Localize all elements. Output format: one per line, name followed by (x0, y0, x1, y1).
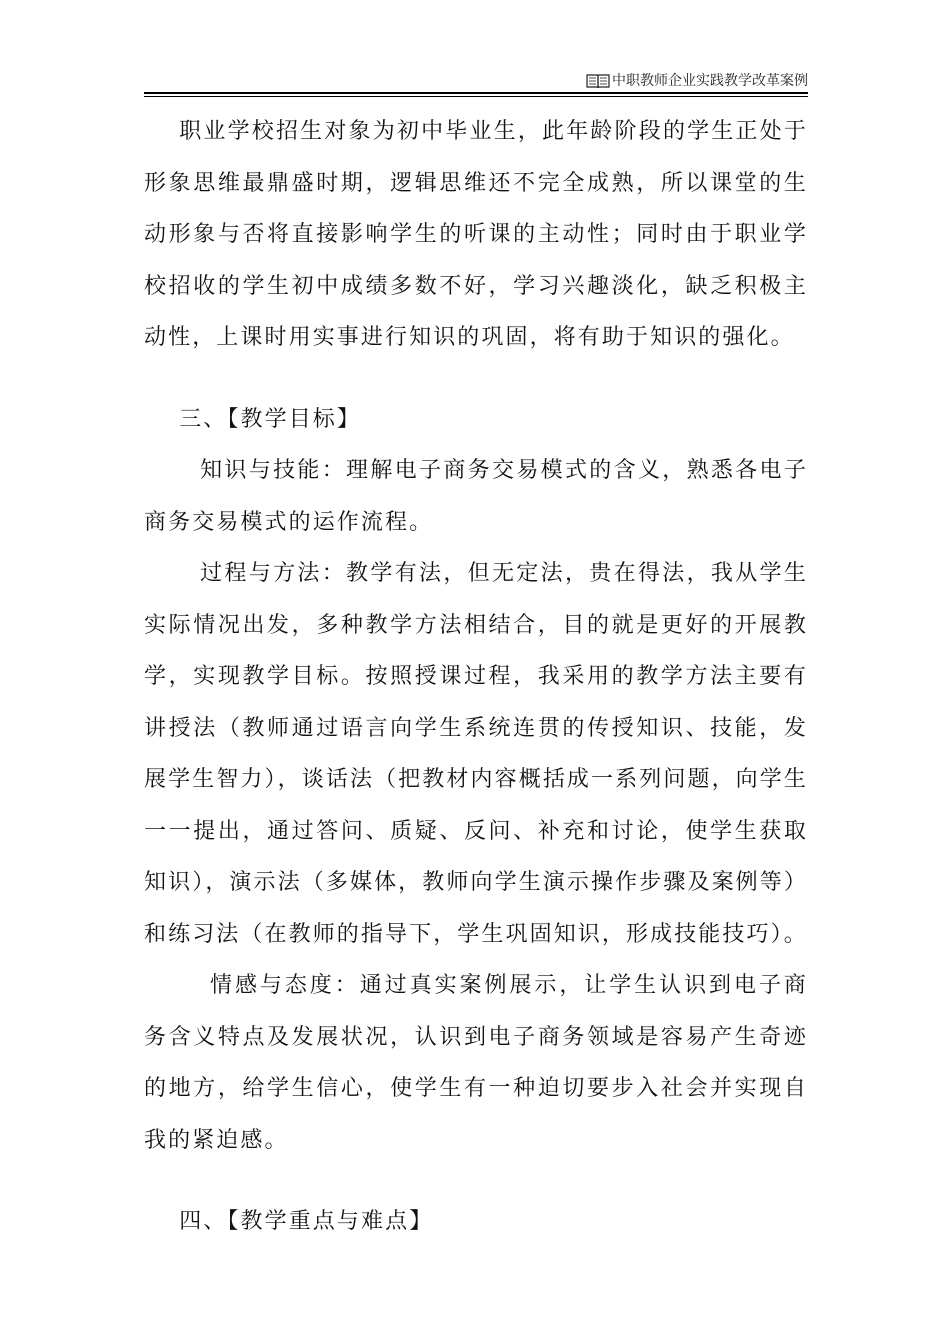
page-header (144, 68, 808, 94)
paragraph-student-analysis: 职业学校招生对象为初中毕业生，此年龄阶段的学生正处于形象思维最鼎盛时期，逻辑思维还不完全成熟，所以课堂的生动形象与否将直接影响学生的听课的主动性；同时由于职业学校招收的学生初中成绩多数不好，学习兴趣淡化，缺乏积极主动性，上课时用实事进行知识的巩固，将有助于知识的强化。 (144, 119, 808, 350)
header-title-group (586, 72, 808, 90)
section-heading-key-points: 四、【教学重点与难点】 (179, 1209, 434, 1234)
header-rule (144, 92, 808, 94)
paragraph-process-methods: 过程与方法：教学有法，但无定法，贵在得法，我从学生实际情况出发，多种教学方法相结合，目的就是更好的开展教学，实现教学目标。按照授课过程，我采用的教学方法主要有讲授法（教师通过语言向学生系统连贯的传授知识、技能，发展学生智力），谈话法（把教材内容概括成一系列问题，向学生一一提出，通过答问、质疑、反问、补充和讨论，使学生获取知识），演示法（多媒体，教师向学生演示操作步骤及案例等）和练习法（在教师的指导下，学生巩固知识，形成技能技巧）。 (144, 561, 808, 947)
book-icon (586, 73, 610, 89)
header-title: 中职教师企业实践教学改革案例 (612, 73, 808, 89)
paragraph-knowledge-skills: 知识与技能：理解电子商务交易模式的含义，熟悉各电子商务交易模式的运作流程。 (144, 458, 808, 535)
section-heading-teaching-objectives: 三、【教学目标】 (179, 406, 361, 432)
header-rule-thin (144, 96, 808, 97)
document-body (144, 106, 808, 1248)
paragraph-emotion-attitude: 情感与态度：通过真实案例展示，让学生认识到电子商务含义特点及发展状况，认识到电子商务领域是容易产生奇迹的地方，给学生信心，使学生有一种迫切要步入社会并实现自我的紧迫感。 (144, 973, 808, 1153)
